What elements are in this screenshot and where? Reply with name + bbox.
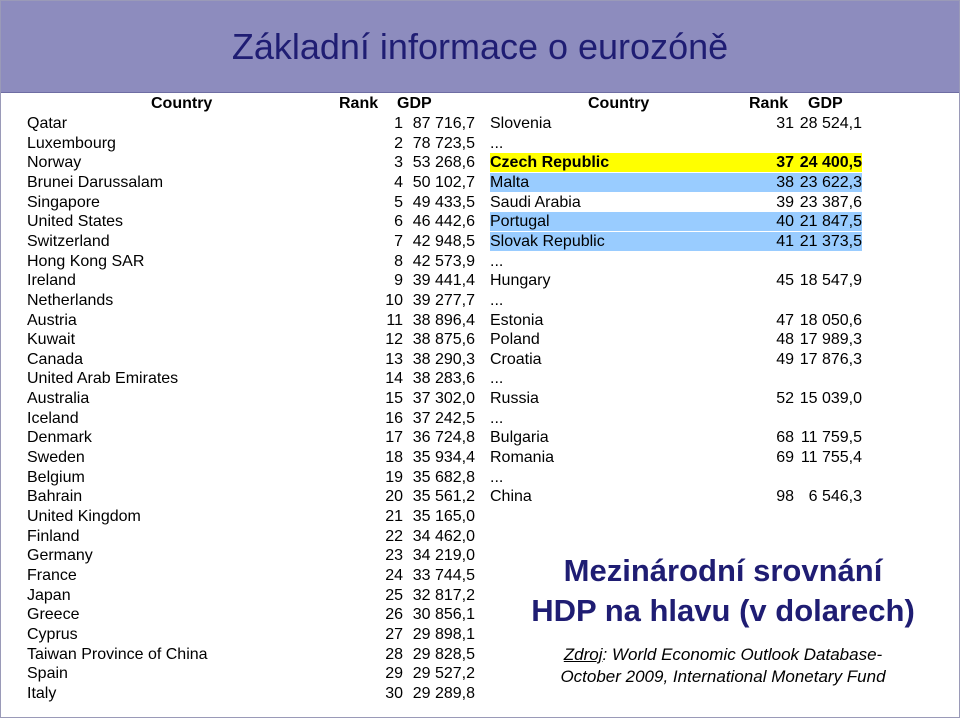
country-cell: Bulgaria xyxy=(490,429,549,447)
gdp-cell: 87 716,7 xyxy=(412,115,475,132)
country-cell: Poland xyxy=(490,331,540,349)
table-row xyxy=(490,369,862,388)
rank-cell: 18 xyxy=(385,449,403,467)
gdp-cell: 38 290,3 xyxy=(412,350,475,368)
country-cell: China xyxy=(490,488,532,506)
table-row xyxy=(490,311,862,330)
gdp-cell: 37 302,0 xyxy=(412,390,475,408)
table-row xyxy=(490,448,862,467)
rank-cell: 19 xyxy=(385,468,403,486)
table-row xyxy=(490,114,862,133)
country-cell: Denmark xyxy=(27,429,92,447)
country-cell: Russia xyxy=(490,390,539,408)
country-cell: ... xyxy=(490,252,504,270)
rank-cell: 4 xyxy=(394,173,403,191)
country-cell: Singapore xyxy=(27,193,100,211)
country-cell: United Kingdom xyxy=(27,508,141,525)
gdp-cell: 29 527,2 xyxy=(412,665,475,683)
rank-cell: 39 xyxy=(776,193,794,211)
country-cell: Malta xyxy=(490,173,530,191)
table-row xyxy=(490,330,862,349)
rank-cell: 38 xyxy=(776,173,794,191)
gdp-cell: 39 441,4 xyxy=(412,272,475,290)
country-cell: Estonia xyxy=(490,311,544,329)
gdp-cell: 17 989,3 xyxy=(799,331,862,349)
rank-cell: 69 xyxy=(776,449,794,467)
table-row xyxy=(490,173,862,192)
rank-cell: 23 xyxy=(385,547,403,565)
rank-cell: 25 xyxy=(385,586,403,604)
rank-cell: 17 xyxy=(385,429,403,447)
comparison-line-1: Mezinárodní srovnání xyxy=(563,553,883,588)
gdp-cell: 18 050,6 xyxy=(799,311,862,329)
right-table xyxy=(490,95,870,515)
gdp-cell: 37 242,5 xyxy=(412,409,475,427)
rank-cell: 3 xyxy=(394,154,403,172)
table-row xyxy=(490,271,862,290)
source-line-2: October 2009, International Monetary Fund xyxy=(560,667,886,686)
country-cell: Czech Republic xyxy=(490,154,610,172)
country-cell: Cyprus xyxy=(27,625,78,643)
country-cell: ... xyxy=(490,370,504,388)
country-cell: Netherlands xyxy=(27,291,114,309)
rank-cell: 22 xyxy=(385,527,403,545)
country-cell: Hong Kong SAR xyxy=(27,252,145,270)
table-row xyxy=(490,252,862,271)
rank-cell: 45 xyxy=(776,272,794,290)
rank-cell: 12 xyxy=(385,331,403,349)
gdp-cell: 11 755,4 xyxy=(800,449,862,467)
country-cell: Saudi Arabia xyxy=(490,193,581,211)
gdp-cell: 15 039,0 xyxy=(799,390,862,408)
rank-cell: 29 xyxy=(385,665,403,683)
country-cell: Australia xyxy=(27,390,90,408)
table-row xyxy=(490,153,862,172)
rank-cell: 6 xyxy=(394,213,403,231)
country-cell: Taiwan Province of China xyxy=(27,645,208,663)
country-cell: Brunei Darussalam xyxy=(27,173,164,191)
rank-cell: 21 xyxy=(385,508,403,525)
left-header-rank: Rank xyxy=(339,95,379,112)
rank-cell: 47 xyxy=(776,311,794,329)
country-cell: Switzerland xyxy=(27,232,110,250)
rank-cell: 15 xyxy=(385,390,403,408)
right-header-country: Country xyxy=(588,95,650,112)
gdp-cell: 6 546,3 xyxy=(808,488,862,506)
gdp-cell: 23 622,3 xyxy=(799,173,862,191)
rank-cell: 31 xyxy=(776,115,794,132)
rank-cell: 28 xyxy=(385,645,403,663)
rank-cell: 68 xyxy=(776,429,794,447)
gdp-cell: 29 828,5 xyxy=(412,645,475,663)
gdp-cell: 34 462,0 xyxy=(412,527,475,545)
country-cell: Luxembourg xyxy=(27,134,116,152)
country-cell: France xyxy=(27,566,77,584)
rank-cell: 41 xyxy=(776,232,794,250)
source-line-1 xyxy=(491,644,955,666)
country-cell: Slovak Republic xyxy=(490,232,605,250)
gdp-cell: 28 524,1 xyxy=(799,115,862,132)
country-cell: Kuwait xyxy=(27,331,76,349)
rank-cell: 52 xyxy=(776,390,794,408)
gdp-cell: 39 277,7 xyxy=(412,291,475,309)
table-row xyxy=(490,232,862,251)
rank-cell: 37 xyxy=(776,154,794,172)
gdp-cell: 17 876,3 xyxy=(799,350,862,368)
country-cell: Spain xyxy=(27,665,68,683)
country-cell: United Arab Emirates xyxy=(27,370,179,388)
rank-cell: 14 xyxy=(385,370,403,388)
country-cell: United States xyxy=(27,213,124,231)
gdp-cell: 36 724,8 xyxy=(412,429,475,447)
gdp-cell: 78 723,5 xyxy=(412,134,475,152)
gdp-cell: 33 744,5 xyxy=(412,566,475,584)
gdp-cell: 32 817,2 xyxy=(412,586,475,604)
country-cell: ... xyxy=(490,134,504,152)
rank-cell: 9 xyxy=(394,272,403,290)
rank-cell: 5 xyxy=(394,193,403,211)
gdp-cell: 23 387,6 xyxy=(799,193,862,211)
table-row xyxy=(490,468,862,487)
rank-cell: 16 xyxy=(385,409,403,427)
rank-cell: 27 xyxy=(385,625,403,643)
rank-cell: 13 xyxy=(385,350,403,368)
rank-cell: 49 xyxy=(776,350,794,368)
rank-cell: 48 xyxy=(776,331,794,349)
gdp-cell: 46 442,6 xyxy=(412,213,475,231)
gdp-cell: 34 219,0 xyxy=(412,547,475,565)
country-cell: Portugal xyxy=(490,213,550,231)
rank-cell: 1 xyxy=(394,115,403,132)
gdp-cell: 49 433,5 xyxy=(412,193,475,211)
table-row xyxy=(490,389,862,408)
table-row xyxy=(490,409,862,428)
right-header-gdp: GDP xyxy=(808,95,843,112)
country-cell: Sweden xyxy=(27,449,85,467)
country-cell: Italy xyxy=(27,684,57,702)
country-cell: Bahrain xyxy=(27,488,83,506)
country-cell: Canada xyxy=(27,350,84,368)
rank-cell: 24 xyxy=(385,566,403,584)
gdp-cell: 24 400,5 xyxy=(799,154,862,172)
source-label: Zdroj xyxy=(563,645,603,664)
country-cell: ... xyxy=(490,291,504,309)
table-row xyxy=(490,350,862,369)
table-row xyxy=(490,428,862,447)
table-row xyxy=(490,212,862,231)
left-table xyxy=(27,95,477,707)
country-cell: Croatia xyxy=(490,350,542,368)
gdp-cell: 38 875,6 xyxy=(412,331,475,349)
country-cell: Hungary xyxy=(490,272,551,290)
country-cell: ... xyxy=(490,468,504,486)
right-header-rank: Rank xyxy=(749,95,789,112)
gdp-cell: 11 759,5 xyxy=(800,429,862,447)
country-cell: Japan xyxy=(27,586,71,604)
gdp-cell: 35 561,2 xyxy=(412,488,475,506)
gdp-cell: 35 934,4 xyxy=(412,449,475,467)
country-cell: Belgium xyxy=(27,468,85,486)
rank-cell: 20 xyxy=(385,488,403,506)
rank-cell: 26 xyxy=(385,606,403,624)
gdp-cell: 18 547,9 xyxy=(799,272,862,290)
country-cell: Romania xyxy=(490,449,555,467)
gdp-cell: 53 268,6 xyxy=(412,154,475,172)
rank-cell: 2 xyxy=(394,134,403,152)
rank-cell: 8 xyxy=(394,252,403,270)
source-text-1: : World Economic Outlook Database- xyxy=(602,645,883,664)
gdp-cell: 35 682,8 xyxy=(412,468,475,486)
country-cell: Germany xyxy=(27,547,93,565)
country-cell: Ireland xyxy=(27,272,76,290)
gdp-cell: 29 898,1 xyxy=(412,625,475,643)
country-cell: Norway xyxy=(27,154,82,172)
gdp-cell: 21 847,5 xyxy=(799,213,862,231)
left-header-gdp: GDP xyxy=(397,95,432,112)
left-header-country: Country xyxy=(151,95,213,112)
country-cell: Qatar xyxy=(27,115,68,132)
gdp-cell: 29 289,8 xyxy=(412,684,475,702)
table-row xyxy=(490,487,862,506)
rank-cell: 11 xyxy=(386,311,403,329)
rank-cell: 30 xyxy=(385,684,403,702)
country-cell: ... xyxy=(490,409,504,427)
rank-cell: 40 xyxy=(776,213,794,231)
rank-cell: 10 xyxy=(385,291,403,309)
comparison-line-2: HDP na hlavu (v dolarech) xyxy=(531,593,915,628)
gdp-cell: 42 948,5 xyxy=(412,232,475,250)
gdp-cell: 30 856,1 xyxy=(412,606,475,624)
table-row xyxy=(490,193,862,212)
gdp-cell: 38 283,6 xyxy=(412,370,475,388)
page-title: Základní informace o eurozóně xyxy=(231,26,729,67)
gdp-cell: 35 165,0 xyxy=(412,508,475,525)
gdp-cell: 50 102,7 xyxy=(412,173,475,191)
table-row xyxy=(490,291,862,310)
country-cell: Finland xyxy=(27,527,80,545)
gdp-cell: 21 373,5 xyxy=(799,232,862,250)
rank-cell: 98 xyxy=(776,488,794,506)
country-cell: Greece xyxy=(27,606,80,624)
country-cell: Iceland xyxy=(27,409,79,427)
gdp-cell: 42 573,9 xyxy=(412,252,475,270)
country-cell: Slovenia xyxy=(490,115,552,132)
rank-cell: 7 xyxy=(394,232,403,250)
country-cell: Austria xyxy=(27,311,77,329)
gdp-cell: 38 896,4 xyxy=(412,311,475,329)
table-row xyxy=(490,134,862,153)
